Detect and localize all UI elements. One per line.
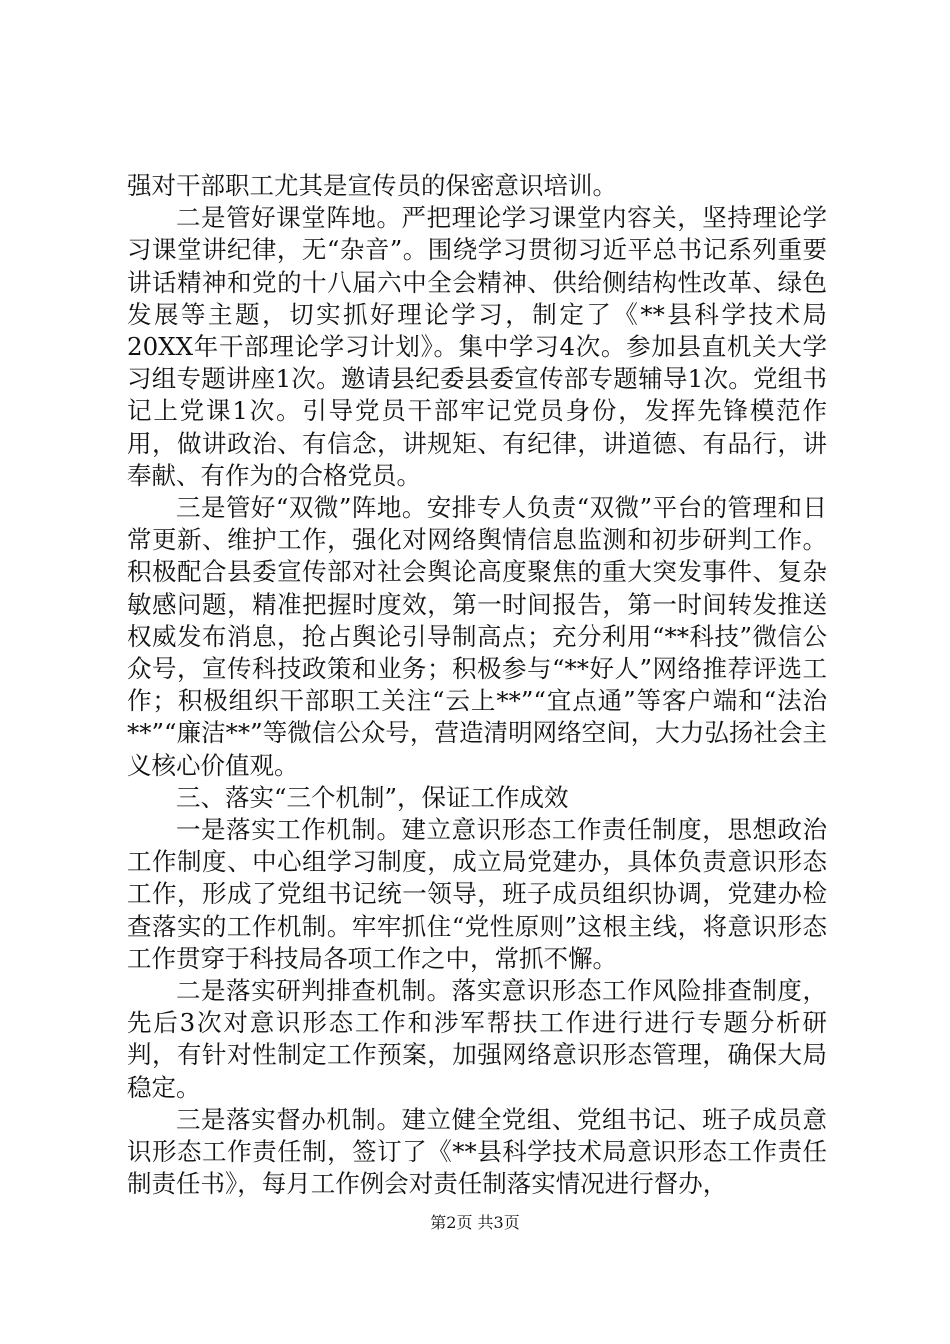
paragraph-supervision-mechanism: 三是落实督办机制。建立健全党组、党组书记、班子成员意识形态工作责任制，签订了《**县科学技术局意识形态工作责任制责任书》，每月工作例会对责任制落实情况进行督办，	[127, 1104, 827, 1199]
page-number-footer: 第2页 共3页	[430, 1213, 520, 1232]
paragraph-continuation: 强对干部职工尤其是宣传员的保密意识培训。	[127, 171, 617, 200]
paragraph-risk-mechanism: 二是落实研判排查机制。落实意识形态工作风险排查制度，先后3次对意识形态工作和涉军帮扶工作进行进行专题分析研判，有针对性制定工作预案，加强网络意识形态管理，确保大局稳定。	[127, 976, 827, 1102]
section-heading-three-mechanisms: 三、落实“三个机制”，保证工作成效	[176, 782, 569, 812]
paragraph-classroom: 二是管好课堂阵地。严把理论学习课堂内容关，坚持理论学习课堂讲纪律，无“杂音”。围绕学习贯彻习近平总书记系列重要讲话精神和党的十八届六中全会精神、供给侧结构性改革、绿色发展等主题，切实抓好理论学习，制定了《**县科学技术局20XX年干部理论学习计划》。集中学习4次。参加县直机关大学习组专题讲座1次。邀请县纪委县委宣传部专题辅导1次。党组书记上党课1次。引导党员干部牢记党员身份，发挥先锋模范作用，做讲政治、有信念，讲规矩、有纪律，讲道德、有品行，讲奉献、有作为的合格党员。	[127, 203, 827, 490]
paragraph-new-media: 三是管好“双微”阵地。安排专人负责“双微”平台的管理和日常更新、维护工作，强化对网络舆情信息监测和初步研判工作。积极配合县委宣传部对社会舆论高度聚焦的重大突发事件、复杂敏感问题，精准把握时度效，第一时间报告，第一时间转发推送权威发布消息，抢占舆论引导制高点；充分利用“**科技”微信公众号，宣传科技政策和业务；积极参与“**好人”网络推荐评选工作；积极组织干部职工关注“云上**”“宜点通”等客户端和“法治**”“廉洁**”等微信公众号，营造清明网络空间，大力弘扬社会主义核心价值观。	[127, 493, 827, 780]
document-body	[127, 170, 827, 1201]
paragraph-work-mechanism: 一是落实工作机制。建立意识形态工作责任制度，思想政治工作制度、中心组学习制度，成立局党建办，具体负责意识形态工作，形成了党组书记统一领导，班子成员组织协调，党建办检查落实的工作机制。牢牢抓住“党性原则”这根主线，将意识形态工作贯穿于科技局各项工作之中，常抓不懈。	[127, 815, 827, 973]
